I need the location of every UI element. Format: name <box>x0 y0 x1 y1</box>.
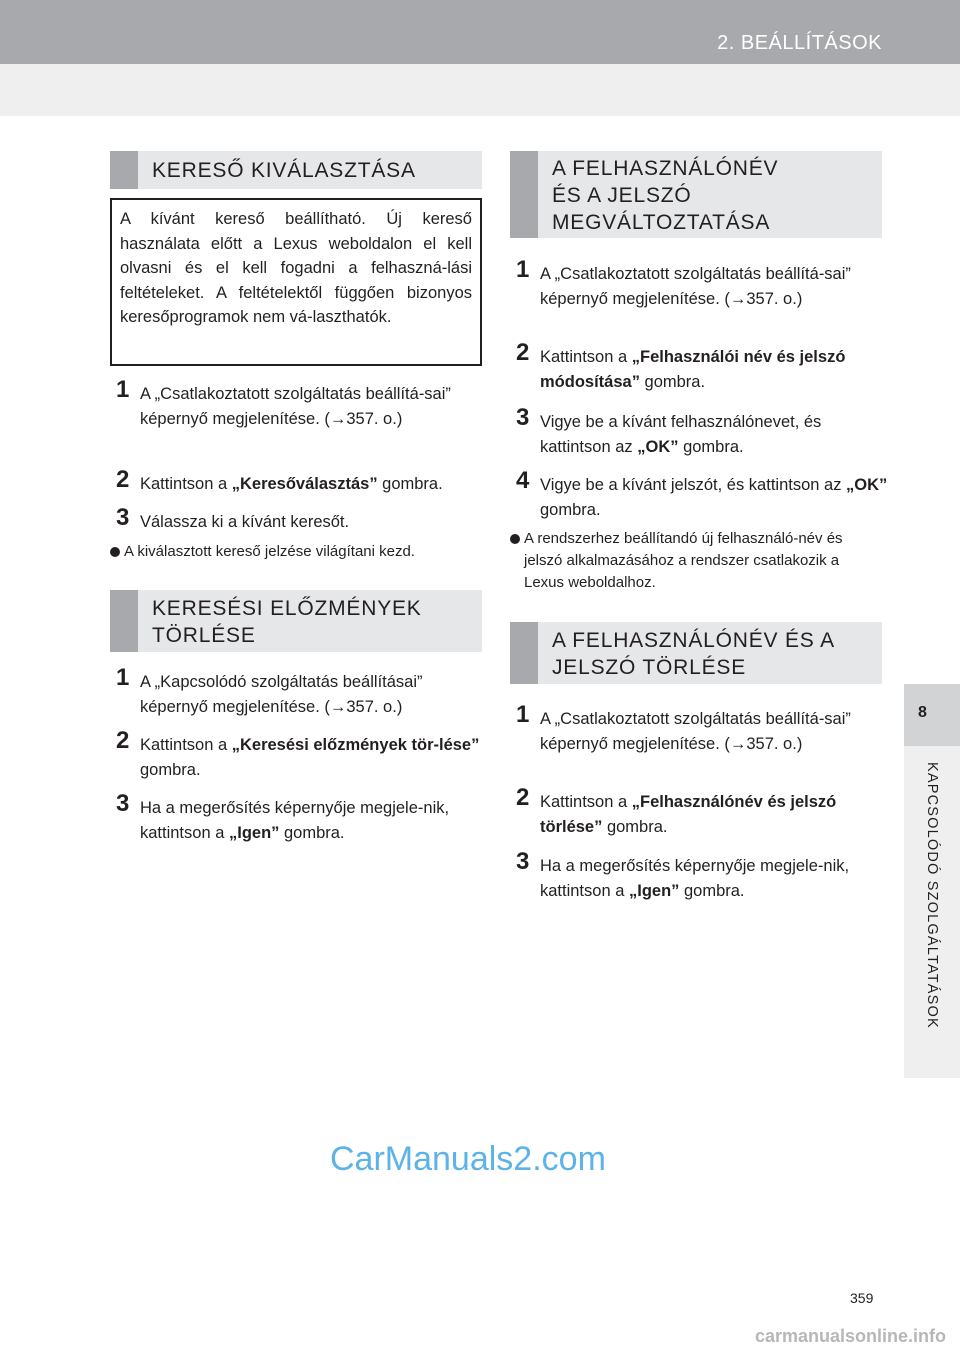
note-box: A kívánt kereső beállítható. Új kereső használata előtt a Lexus weboldalon el kell olvasni és el kell fogadni a felhaszná-lási feltételeket. A feltételektől függően bizonyos keresőprogramok nem vá-laszthatók. <box>110 198 482 366</box>
footer-watermark-link[interactable]: carmanualsonline.info <box>754 1326 946 1346</box>
step-number: 2 <box>116 727 130 754</box>
header-band <box>0 64 960 116</box>
step-3 <box>116 504 490 535</box>
step-number: 1 <box>116 376 130 403</box>
heading-title: KERESŐ KIVÁLASZTÁSA <box>152 159 416 182</box>
step-text: A „Kapcsolódó szolgáltatás beállításai” képernyő megjelenítése. (→357. o.) <box>140 673 423 716</box>
button-name: „Keresőválasztás” <box>231 475 378 493</box>
button-name: „Igen” <box>628 881 680 900</box>
step-2 <box>116 727 490 782</box>
step-number: 1 <box>516 701 530 728</box>
heading-line: A FELHASZNÁLÓNÉV <box>552 157 779 180</box>
step-2 <box>516 339 890 394</box>
bullet-text: A rendszerhez beállítandó új felhasználó-név és jelszó alkalmazásához a rendszer csatlakozik a Lexus weboldalhoz. <box>524 530 843 591</box>
step-text: Kattintson a <box>540 348 632 366</box>
bullet-icon <box>110 547 120 557</box>
heading-title <box>552 627 872 681</box>
step-text: gombra. <box>279 823 345 842</box>
section-title: 2. BEÁLLÍTÁSOK <box>717 32 882 54</box>
section-heading-felhasznalonev-valtoztatas <box>510 151 882 238</box>
step-number: 1 <box>116 664 130 691</box>
heading-title <box>152 595 472 649</box>
bullet-note <box>510 528 882 594</box>
step-text: Ha a megerősítés képernyője megjele-nik, kattintson a <box>540 857 850 900</box>
heading-line: KERESÉSI ELŐZMÉNYEK <box>152 597 422 620</box>
heading-tab <box>110 590 138 652</box>
step-text: gombra. <box>540 500 601 519</box>
step-text: gombra. <box>140 760 201 779</box>
chapter-number: 8 <box>918 704 927 721</box>
step-2 <box>116 466 490 497</box>
step-number: 2 <box>516 784 530 811</box>
step-3 <box>516 848 890 903</box>
bullet-icon <box>510 534 520 544</box>
step-1 <box>116 376 490 431</box>
step-text: Vigye be a kívánt jelszót, és kattintson az <box>540 476 847 494</box>
step-text: gombra. <box>639 372 706 391</box>
bullet-note <box>110 541 482 563</box>
button-name: „Felhasználónév és jelszó törlése” <box>540 793 837 836</box>
step-number: 3 <box>516 404 530 431</box>
step-text: A „Csatlakoztatott szolgáltatás beállítá-sai” képernyő megjelenítése. (→357. o.) <box>140 385 451 428</box>
button-name: „Felhasználói név és jelszó módosítása” <box>540 348 846 391</box>
step-number: 3 <box>516 848 530 875</box>
heading-tab <box>510 151 538 238</box>
step-1 <box>116 664 490 719</box>
step-text: gombra. <box>679 881 745 900</box>
section-heading-felhasznalonev-torles <box>510 622 882 684</box>
step-number: 2 <box>516 339 530 366</box>
heading-line: TÖRLÉSE <box>152 624 256 647</box>
step-text: Ha a megerősítés képernyője megjele-nik, kattintson a <box>140 799 450 842</box>
heading-tab <box>510 622 538 684</box>
bullet-text: A kiválasztott kereső jelzése világítani kezd. <box>124 543 415 560</box>
step-3 <box>116 790 490 845</box>
heading-line: MEGVÁLTOZTATÁSA <box>552 211 771 234</box>
step-text: Kattintson a <box>140 736 232 754</box>
step-4 <box>516 467 890 522</box>
heading-title <box>552 155 872 236</box>
step-text: gombra. <box>678 437 744 456</box>
step-number: 3 <box>116 790 130 817</box>
heading-line: ÉS A JELSZÓ <box>552 184 692 207</box>
page-number: 359 <box>850 1290 874 1306</box>
chapter-label: KAPCSOLÓDÓ SZOLGÁLTATÁSOK <box>924 762 940 1029</box>
button-name: „OK” <box>637 437 679 456</box>
heading-line: A FELHASZNÁLÓNÉV ÉS A <box>552 629 835 652</box>
step-1 <box>516 701 890 756</box>
section-heading-kereso <box>110 151 482 189</box>
step-text: A „Csatlakoztatott szolgáltatás beállítá-sai” képernyő megjelenítése. (→357. o.) <box>540 265 851 308</box>
step-number: 1 <box>516 256 530 283</box>
header-bar <box>0 0 960 64</box>
button-name: „Keresési előzmények tör-lése” <box>231 736 480 754</box>
step-text: A „Csatlakoztatott szolgáltatás beállítá-sai” képernyő megjelenítése. (→357. o.) <box>540 710 851 753</box>
step-number: 4 <box>516 467 530 494</box>
step-3 <box>516 404 890 459</box>
step-2 <box>516 784 890 839</box>
step-text: Vigye be a kívánt felhasználónevet, és kattintson az <box>540 413 822 456</box>
step-text: gombra. <box>377 475 443 493</box>
heading-line: JELSZÓ TÖRLÉSE <box>552 656 747 679</box>
button-name: „Igen” <box>228 823 280 842</box>
chapter-tab-number[interactable] <box>904 684 960 746</box>
step-text: Kattintson a <box>140 475 232 493</box>
step-1 <box>516 256 890 311</box>
chapter-tab[interactable] <box>904 746 960 1078</box>
step-text: gombra. <box>602 817 668 836</box>
step-text: Kattintson a <box>540 793 632 811</box>
step-number: 3 <box>116 504 130 531</box>
heading-tab <box>110 151 138 189</box>
step-text: Válassza ki a kívánt keresőt. <box>140 513 350 531</box>
button-name: „OK” <box>846 476 888 494</box>
step-number: 2 <box>116 466 130 493</box>
section-heading-elozmenyek <box>110 590 482 652</box>
watermark-link[interactable]: CarManuals2.com <box>330 1140 606 1178</box>
